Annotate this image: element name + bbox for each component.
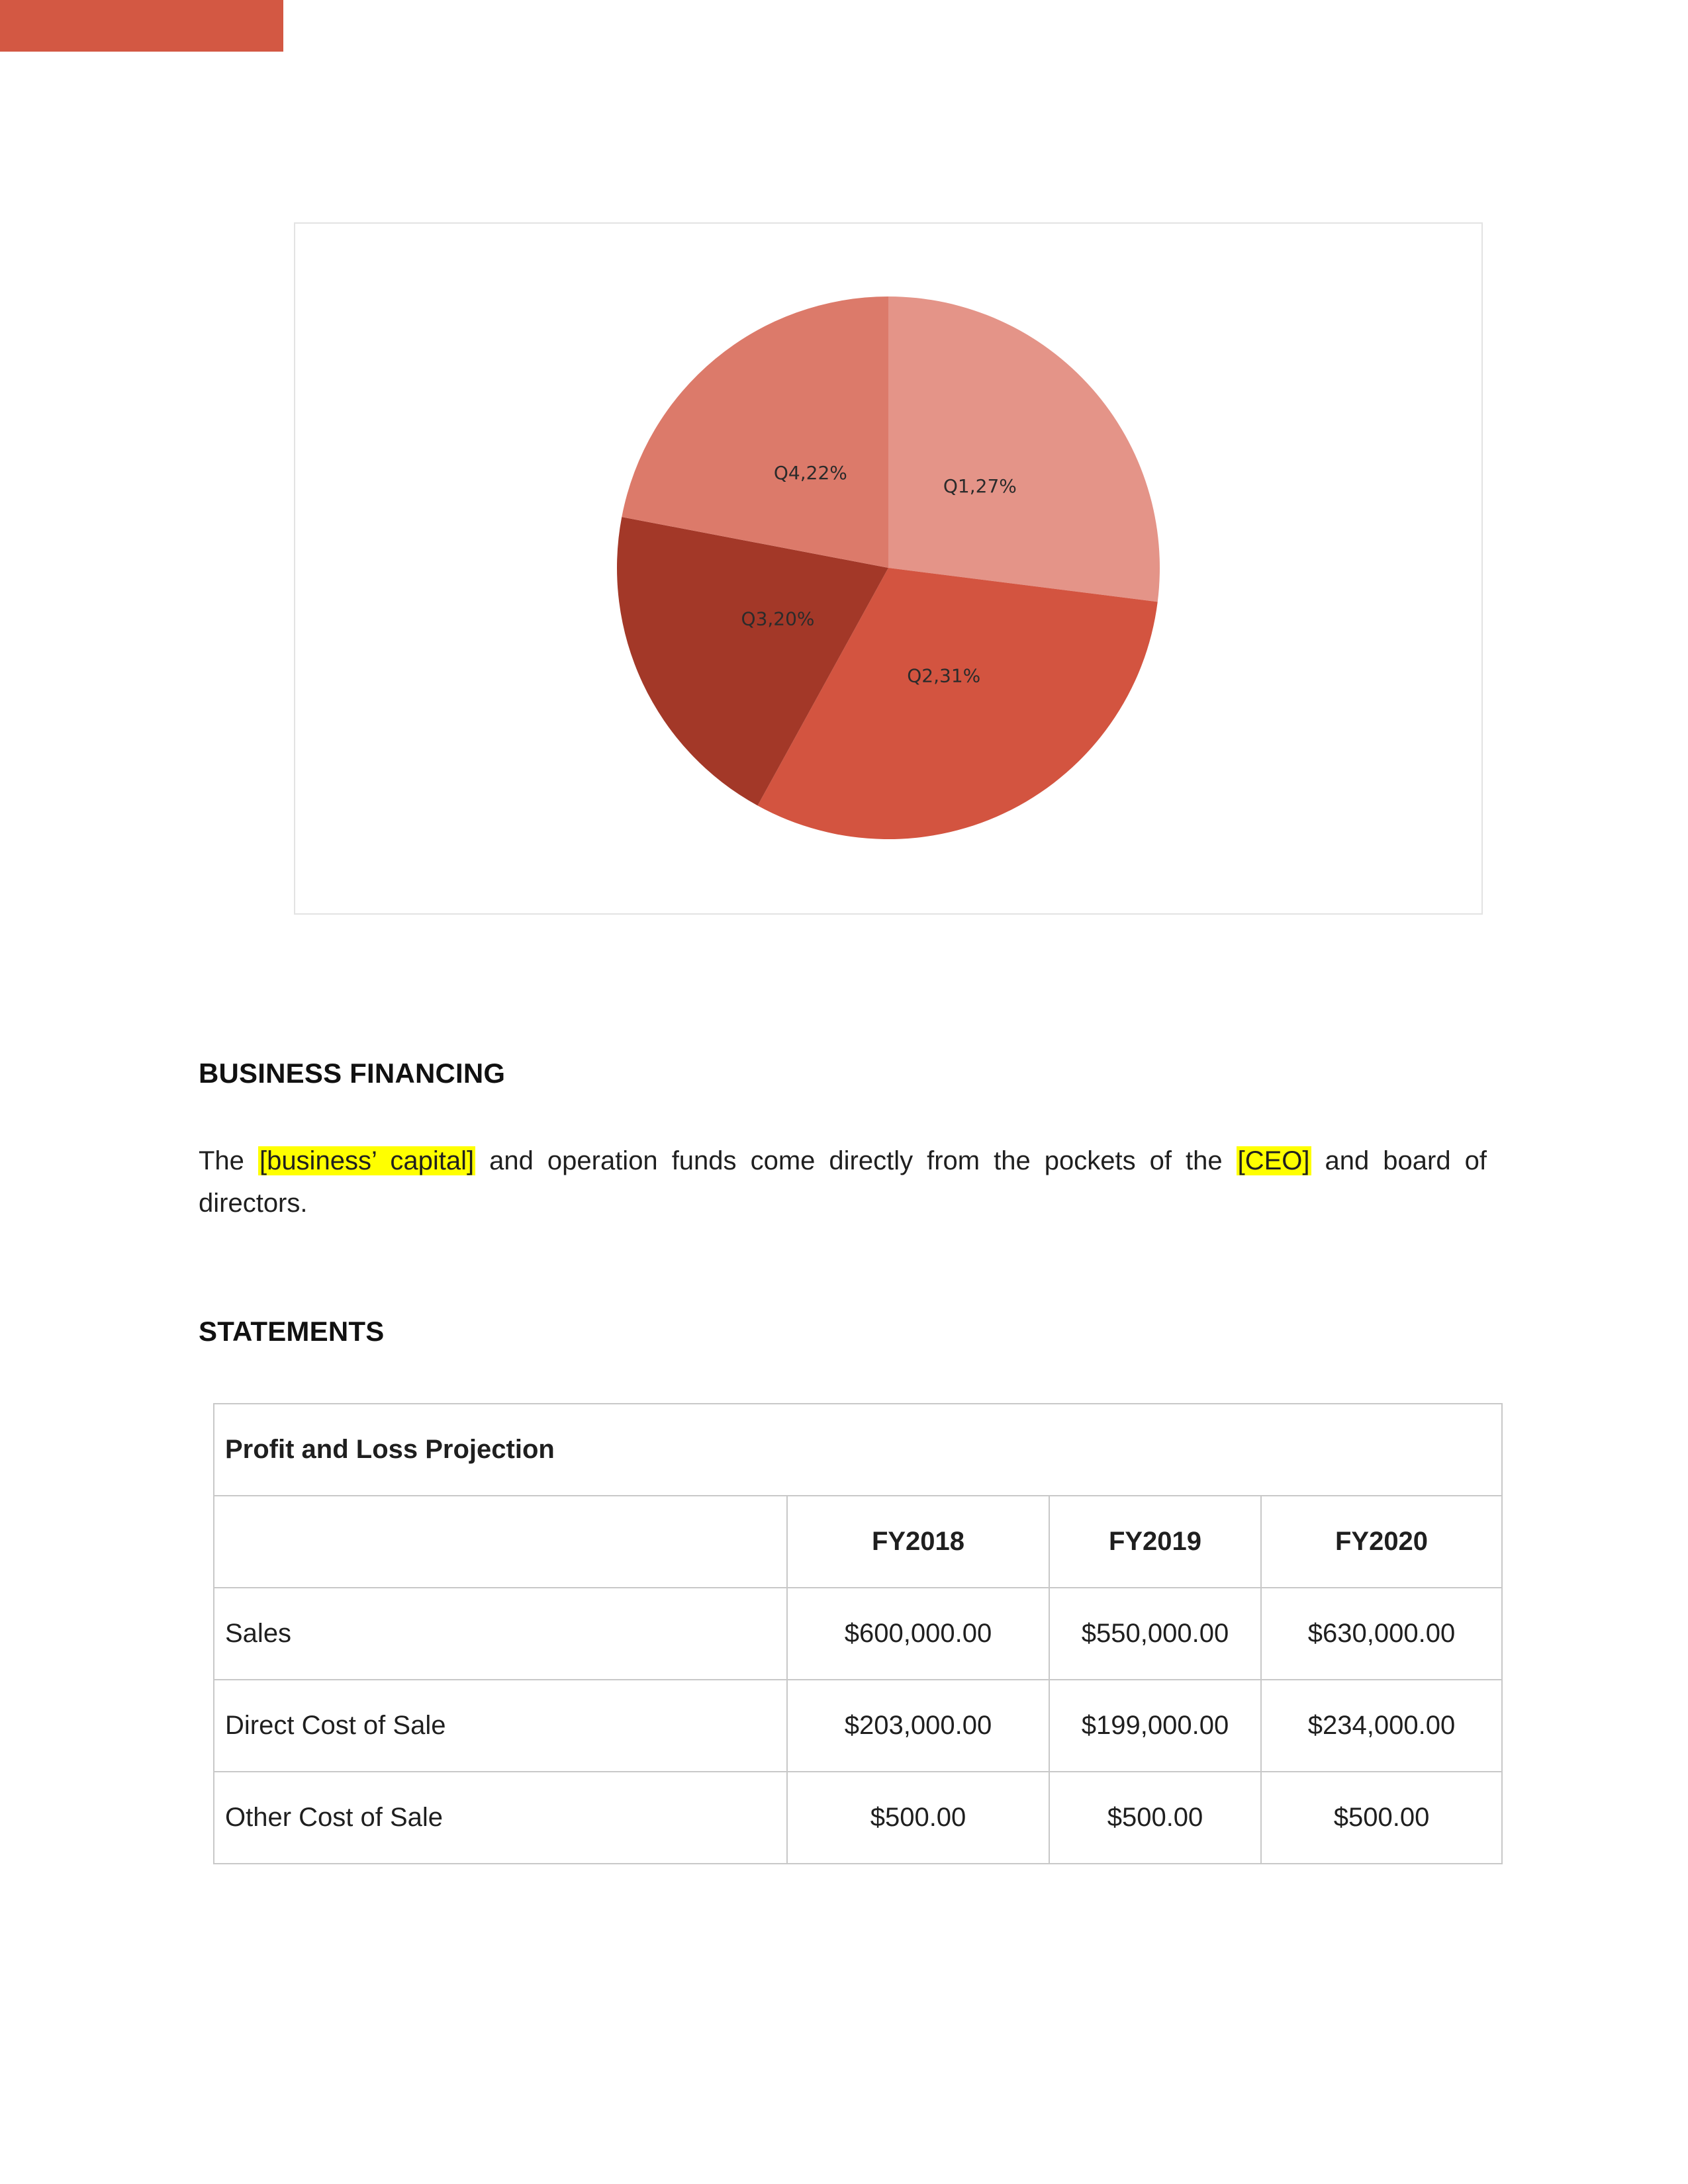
pie-label-q3: Q3,20% [741,608,815,630]
ceo-placeholder: [CEO] [1237,1146,1310,1175]
header-fy2019: FY2019 [1049,1496,1261,1588]
pie-chart-frame [294,222,1483,915]
pie-slice-q1 [888,296,1160,602]
row-label: Other Cost of Sale [214,1772,787,1864]
table-title: Profit and Loss Projection [214,1404,1502,1496]
table-cell: $630,000.00 [1261,1588,1502,1680]
header-fy2018: FY2018 [787,1496,1049,1588]
table-cell: $199,000.00 [1049,1680,1261,1772]
table-cell: $550,000.00 [1049,1588,1261,1680]
pie-label-q4: Q4,22% [773,461,847,484]
financing-text-3: and board of directors. [199,1146,1487,1218]
table-row [214,1680,1502,1772]
row-label: Direct Cost of Sale [214,1680,787,1772]
pie-label-q2: Q2,31% [907,664,981,687]
statements-heading: STATEMENTS [199,1316,385,1347]
table-cell: $203,000.00 [787,1680,1049,1772]
pie-chart [295,224,1481,913]
profit-loss-table [213,1403,1503,1864]
financing-text-1: The [199,1146,258,1175]
row-label: Sales [214,1588,787,1680]
table-cell: $500.00 [787,1772,1049,1864]
table-title-row [214,1404,1502,1496]
business-capital-placeholder: [business’ capital] [259,1146,475,1175]
table-row [214,1772,1502,1864]
financing-paragraph [199,1140,1487,1224]
pie-slices [617,296,1160,839]
table-cell: $600,000.00 [787,1588,1049,1680]
table-cell: $500.00 [1261,1772,1502,1864]
financing-text-2: and operation funds come directly from the pockets of the [475,1146,1237,1175]
table-row [214,1588,1502,1680]
table-header-row [214,1496,1502,1588]
top-accent-bar [0,0,283,52]
table-cell: $234,000.00 [1261,1680,1502,1772]
header-fy2020: FY2020 [1261,1496,1502,1588]
pie-label-q1: Q1,27% [943,475,1017,497]
business-financing-heading: BUSINESS FINANCING [199,1058,506,1089]
table-cell: $500.00 [1049,1772,1261,1864]
header-empty-cell [214,1496,787,1588]
